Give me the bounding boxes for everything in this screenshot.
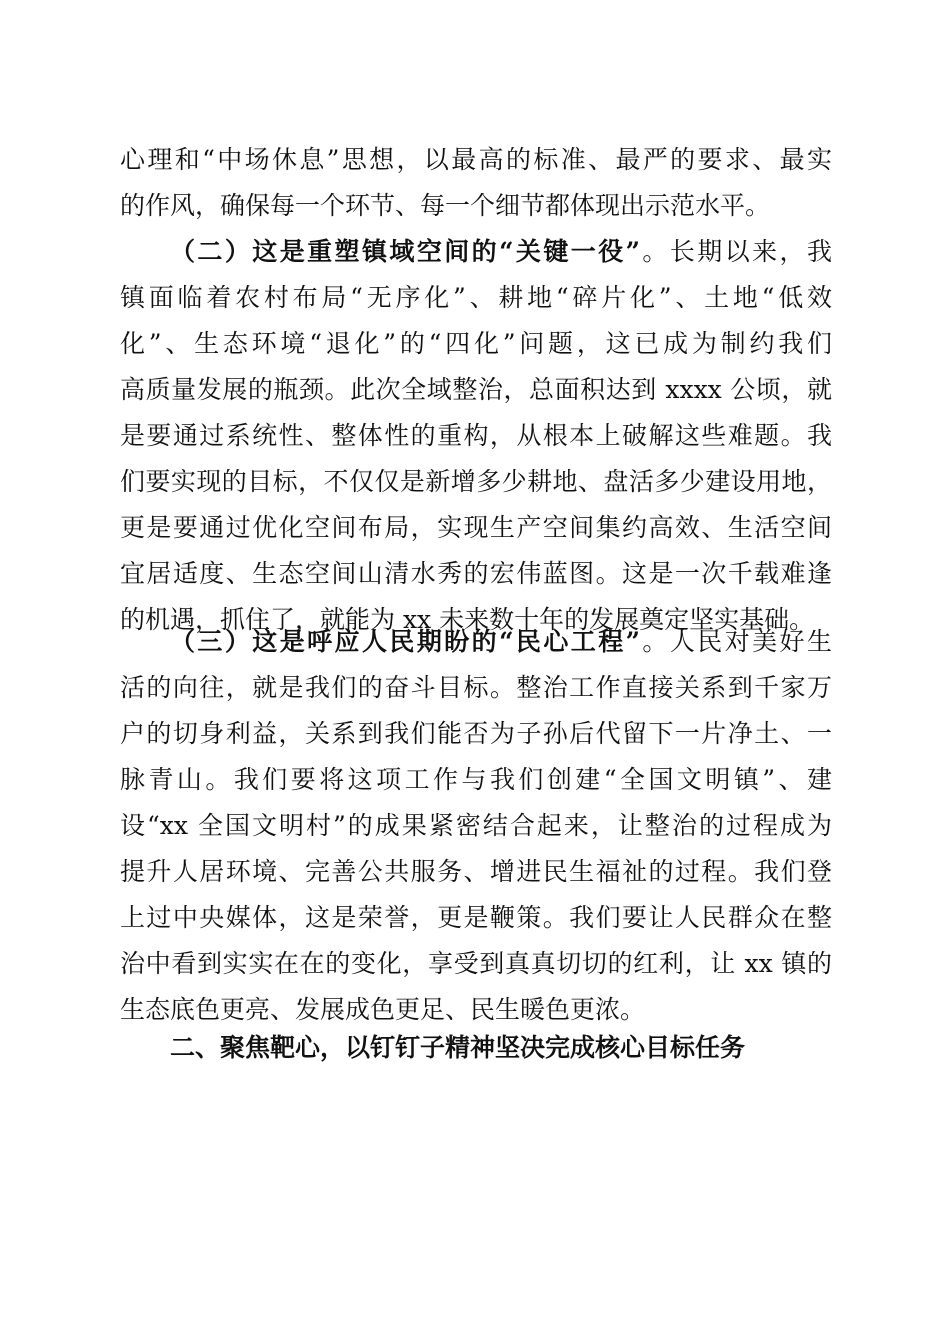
paragraph-line: 更是要通过优化空间布局，实现生产空间集约高效、生活空间 xyxy=(120,513,832,542)
paragraph-line: 治中看到实实在在的变化，享受到真真切切的红利，让 xx 镇的 xyxy=(120,949,832,978)
paragraph-line: 是要通过系统性、整体性的重构，从根本上破解这些难题。我 xyxy=(120,421,832,450)
paragraph-lead: （二）这是重塑镇域空间的“关键一役” xyxy=(170,237,640,266)
paragraph-line: 上过中央媒体，这是荣誉，更是鞭策。我们要让人民群众在整 xyxy=(120,903,832,932)
paragraph-line: 的作风，确保每一个环节、每一个细节都体现出示范水平。 xyxy=(120,191,771,220)
paragraph-line: 高质量发展的瓶颈。此次全域整治，总面积达到 xxxx 公顷，就 xyxy=(120,375,832,404)
paragraph-line: 的机遇，抓住了，就能为 xx 未来数十年的发展奠定坚实基础。 xyxy=(120,605,815,634)
paragraph-line: 生态底色更亮、发展成色更足、民生暖色更浓。 xyxy=(120,995,646,1024)
paragraph-line: 镇面临着农村布局“无序化”、耕地“碎片化”、土地“低效 xyxy=(120,283,832,312)
paragraph-lead: （三）这是呼应人民期盼的“民心工程” xyxy=(170,627,640,656)
paragraph-first-line xyxy=(170,230,832,274)
paragraph-line: 脉青山。我们要将这项工作与我们创建“全国文明镇”、建 xyxy=(120,765,832,794)
paragraph-line: 们要实现的目标，不仅仅是新增多少耕地、盘活多少建设用地， xyxy=(120,467,832,496)
paragraph-line: 活的向往，就是我们的奋斗目标。整治工作直接关系到千家万 xyxy=(120,673,832,702)
paragraph-line: 提升人居环境、完善公共服务、增进民生福祉的过程。我们登 xyxy=(120,857,832,886)
section-heading: 二、聚焦靶心，以钉钉子精神坚决完成核心目标任务 xyxy=(170,1033,746,1062)
paragraph-line: 宜居适度、生态空间山清水秀的宏伟蓝图。这是一次千载难逢 xyxy=(120,559,832,588)
paragraph-line: 心理和“中场休息”思想，以最高的标准、最严的要求、最实 xyxy=(120,145,832,174)
paragraph-first-line-rest: 。人民对美好生 xyxy=(640,627,832,656)
paragraph-line: 设“xx 全国文明村”的成果紧密结合起来，让整治的过程成为 xyxy=(120,811,832,840)
paragraph-first-line-rest: 。长期以来，我 xyxy=(640,237,832,266)
paragraph-first-line xyxy=(170,620,832,664)
paragraph-line: 化”、生态环境“退化”的“四化”问题，这已成为制约我们 xyxy=(120,329,832,358)
paragraph-line: 户的切身利益，关系到我们能否为子孙后代留下一片净土、一 xyxy=(120,719,832,748)
